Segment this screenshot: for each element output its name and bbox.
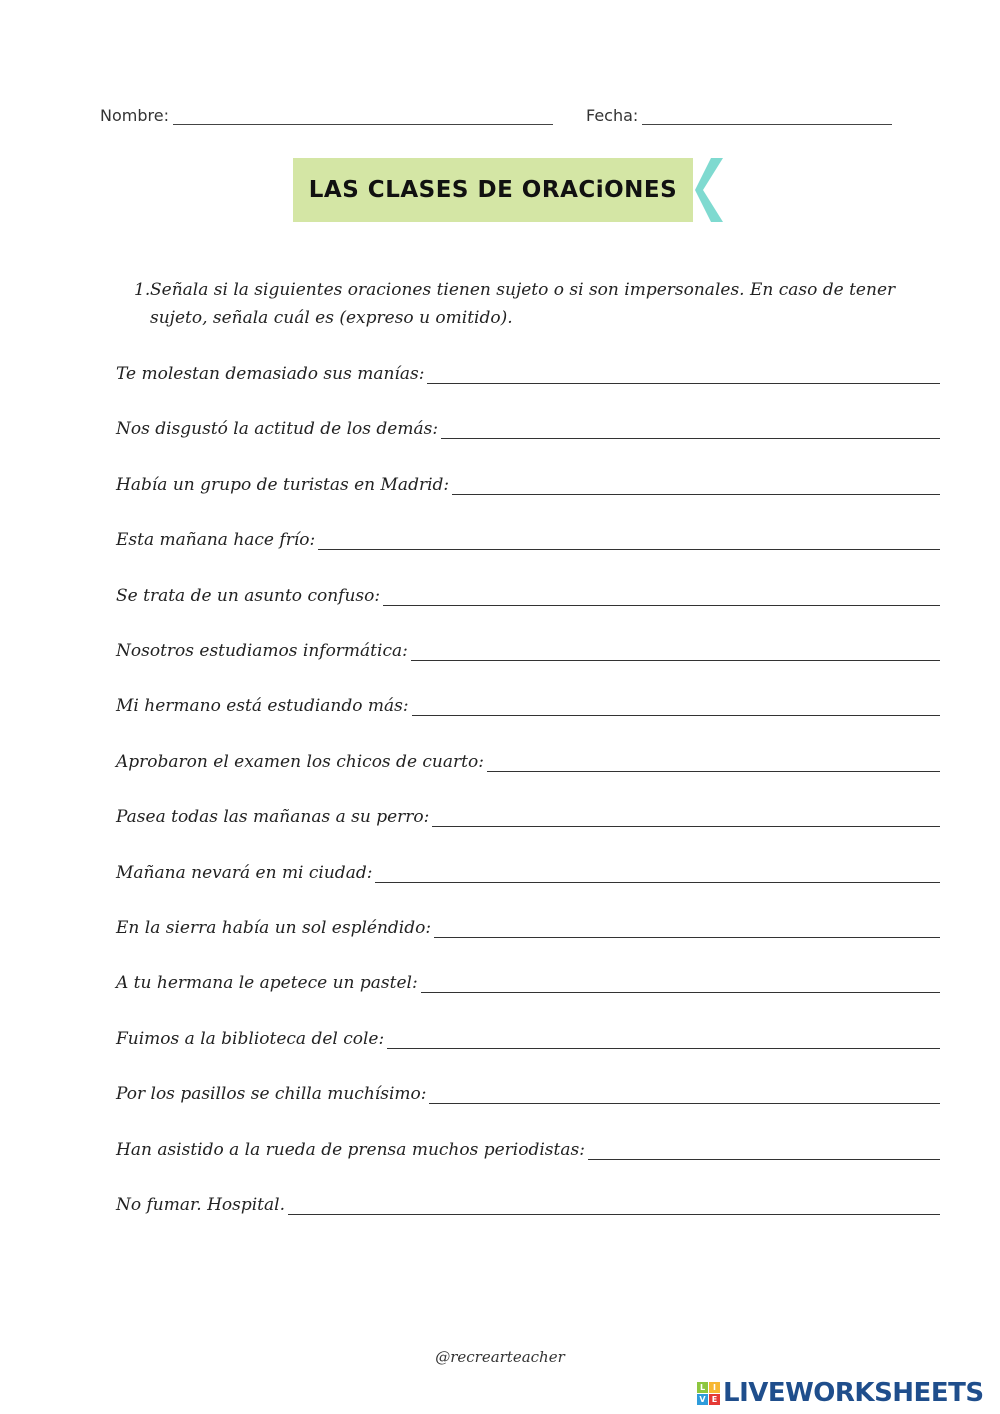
logo-letter: L [697, 1382, 708, 1393]
exercise-row [116, 1025, 940, 1049]
answer-input[interactable] [318, 527, 940, 550]
sentence-text: Se trata de un asunto confuso: [116, 585, 381, 606]
page-title: LAS CLASES DE ORACiONES [308, 177, 678, 203]
answer-input[interactable] [588, 1137, 940, 1160]
banner-tail-ribbon [693, 158, 723, 222]
answer-input[interactable] [421, 970, 940, 993]
date-label: Fecha: [586, 106, 639, 125]
instruction-text: Señala si la siguientes oraciones tienen sujeto o si son impersonales. En caso de tener sujeto, señala cuál es (expreso u omitido). [150, 280, 896, 328]
answer-input[interactable] [429, 1081, 940, 1104]
answer-input[interactable] [412, 693, 940, 716]
sentence-text: Pasea todas las mañanas a su perro: [116, 807, 430, 828]
exercise-row [116, 692, 940, 716]
logo-letter: I [709, 1382, 720, 1393]
sentence-text: Había un grupo de turistas en Madrid: [116, 474, 450, 495]
sentence-text: Te molestan demasiado sus manías: [116, 364, 425, 384]
instruction [134, 276, 949, 332]
name-label: Nombre: [100, 106, 169, 125]
sentence-text: En la sierra había un sol espléndido: [116, 918, 432, 938]
logo-letter: E [709, 1394, 720, 1405]
sentence-text: Mañana nevará en mi ciudad: [116, 862, 373, 883]
answer-input[interactable] [411, 638, 940, 661]
answer-input[interactable] [432, 804, 940, 827]
name-input-line[interactable] [173, 102, 553, 125]
exercise-row [116, 803, 940, 827]
sentence-text: Nos disgustó la actitud de los demás: [116, 419, 439, 440]
answer-input[interactable] [441, 416, 940, 439]
answer-input[interactable] [427, 361, 940, 384]
sentence-text: Aprobaron el examen los chicos de cuarto: [116, 751, 484, 772]
sentence-text: Nosotros estudiamos informática: [116, 641, 408, 661]
logo-text: LIVEWORKSHEETS [723, 1378, 984, 1408]
answer-input[interactable] [452, 472, 940, 495]
exercise-row [116, 914, 940, 938]
exercise-row [116, 415, 940, 439]
exercise-row [116, 748, 940, 772]
sentence-text: Mi hermano está estudiando más: [116, 696, 409, 717]
live-blocks-icon [697, 1382, 720, 1405]
exercise-row [116, 582, 940, 606]
logo-letter: V [697, 1394, 708, 1405]
exercise-row [116, 1136, 940, 1160]
sentence-text: No fumar. Hospital. [116, 1195, 285, 1215]
sentence-text: A tu hermana le apetece un pastel: [116, 973, 418, 994]
answer-input[interactable] [375, 860, 940, 883]
answer-input[interactable] [487, 749, 940, 772]
exercise-row [116, 360, 940, 384]
sentence-text: Fuimos a la biblioteca del cole: [116, 1028, 385, 1049]
exercise-row [116, 1080, 940, 1104]
answer-input[interactable] [434, 915, 940, 938]
name-field-group [100, 102, 553, 125]
answer-input[interactable] [383, 583, 940, 606]
sentence-text: Por los pasillos se chilla muchísimo: [116, 1084, 427, 1105]
exercise-row [116, 471, 940, 495]
answer-input[interactable] [387, 1026, 940, 1049]
date-field-group [586, 102, 892, 125]
answer-input[interactable] [288, 1192, 940, 1215]
author-credit: @recrearteacher [435, 1348, 565, 1366]
liveworksheets-logo [697, 1378, 984, 1408]
instruction-number: 1. [134, 280, 151, 300]
exercise-row [116, 1191, 940, 1215]
sentence-text: Han asistido a la rueda de prensa muchos periodistas: [116, 1139, 585, 1160]
exercise-row [116, 969, 940, 993]
date-input-line[interactable] [642, 102, 892, 125]
exercise-row [116, 859, 940, 883]
sentence-text: Esta mañana hace frío: [116, 530, 316, 551]
exercise-row [116, 526, 940, 550]
exercise-row [116, 637, 940, 661]
